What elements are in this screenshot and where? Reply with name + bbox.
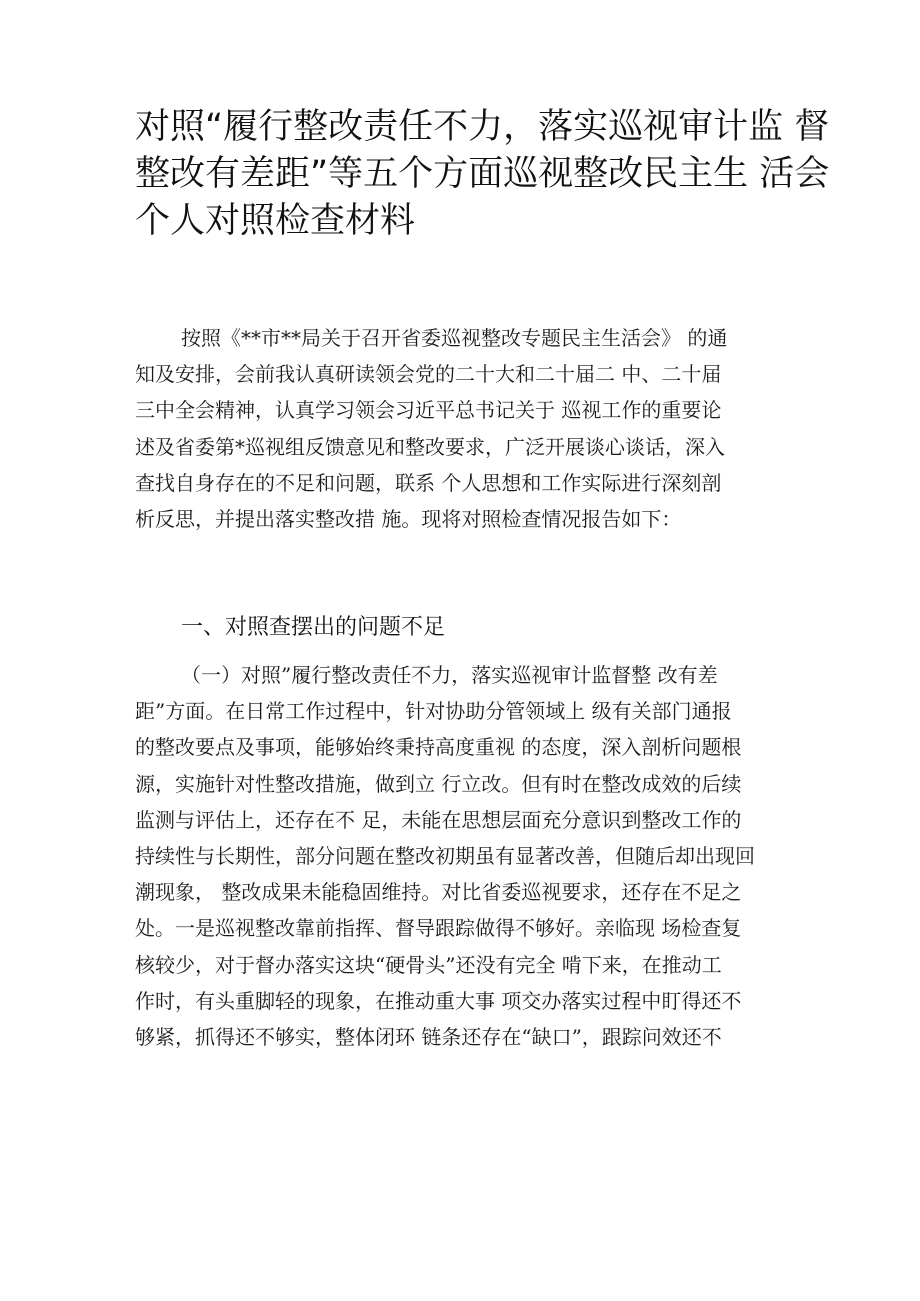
section-line-3: 的整改要点及事项，能够始终秉持高度重视 的态度，深入剖析问题根 [135, 735, 742, 760]
section-line-5: 监测与评估上，还存在不 足，未能在思想层面充分意识到整改工作的 [135, 807, 742, 832]
intro-line-5: 查找自身存在的不足和问题，联系 个人思想和工作实际进行深刻剖 [135, 470, 722, 495]
section-line-2: 距”方面。在日常工作过程中，针对协助分管领域上 级有关部门通报 [135, 699, 732, 724]
title-line-3: 个人对照检查材料 [135, 201, 416, 241]
section-line-6: 持续性与长期性，部分问题在整改初期虽有显著改善，但随后却出现回 [135, 843, 755, 868]
document-title [135, 104, 830, 245]
section-line-7: 潮现象， 整改成果未能稳固维持。对比省委巡视要求，还存在不足之 [135, 880, 742, 905]
section-line-11: 够紧，抓得还不够实，整体闭环 链条还存在“缺口”，跟踪问效还不 [135, 1024, 722, 1049]
section-line-1: （一）对照”履行整改责任不力，落实巡视审计监督整 改有差 [181, 663, 718, 687]
intro-line-2: 知及安排，会前我认真研读领会党的二十大和二十届二 中、二十届 [135, 362, 722, 387]
section-line-10: 作时，有头重脚轻的现象，在推动重大事 项交办落实过程中盯得还不 [135, 988, 742, 1013]
section-line-9: 核较少，对于督办落实这块“硬骨头”还没有完全 啃下来，在推动工 [135, 952, 722, 977]
intro-line-4: 述及省委第*巡视组反馈意见和整改要求，广泛开展谈心谈话，深入 [135, 434, 725, 459]
section-paragraph [135, 657, 795, 1055]
section-line-4: 源，实施针对性整改措施，做到立 行立改。但有时在整改成效的后续 [135, 771, 742, 796]
intro-line-6: 析反思，并提出落实整改措 施。现将对照检查情况报告如下： [135, 506, 682, 531]
section-line-8: 处。一是巡视整改靠前指挥、督导跟踪做得不够好。亲临现 场检查复 [135, 916, 742, 941]
intro-paragraph [135, 320, 795, 537]
section-heading: 一、对照查摆出的问题不足 [181, 615, 446, 640]
intro-line-3: 三中全会精神，认真学习领会习近平总书记关于 巡视工作的重要论 [135, 398, 722, 423]
intro-line-1: 按照《**市**局关于召开省委巡视整改专题民主生活会》 的通 [181, 326, 728, 350]
title-line-1: 对照“履行整改责任不力，落实巡视审计监 督 [135, 107, 830, 147]
title-line-2: 整改有差距”等五个方面巡视整改民主生 活会 [135, 154, 830, 194]
